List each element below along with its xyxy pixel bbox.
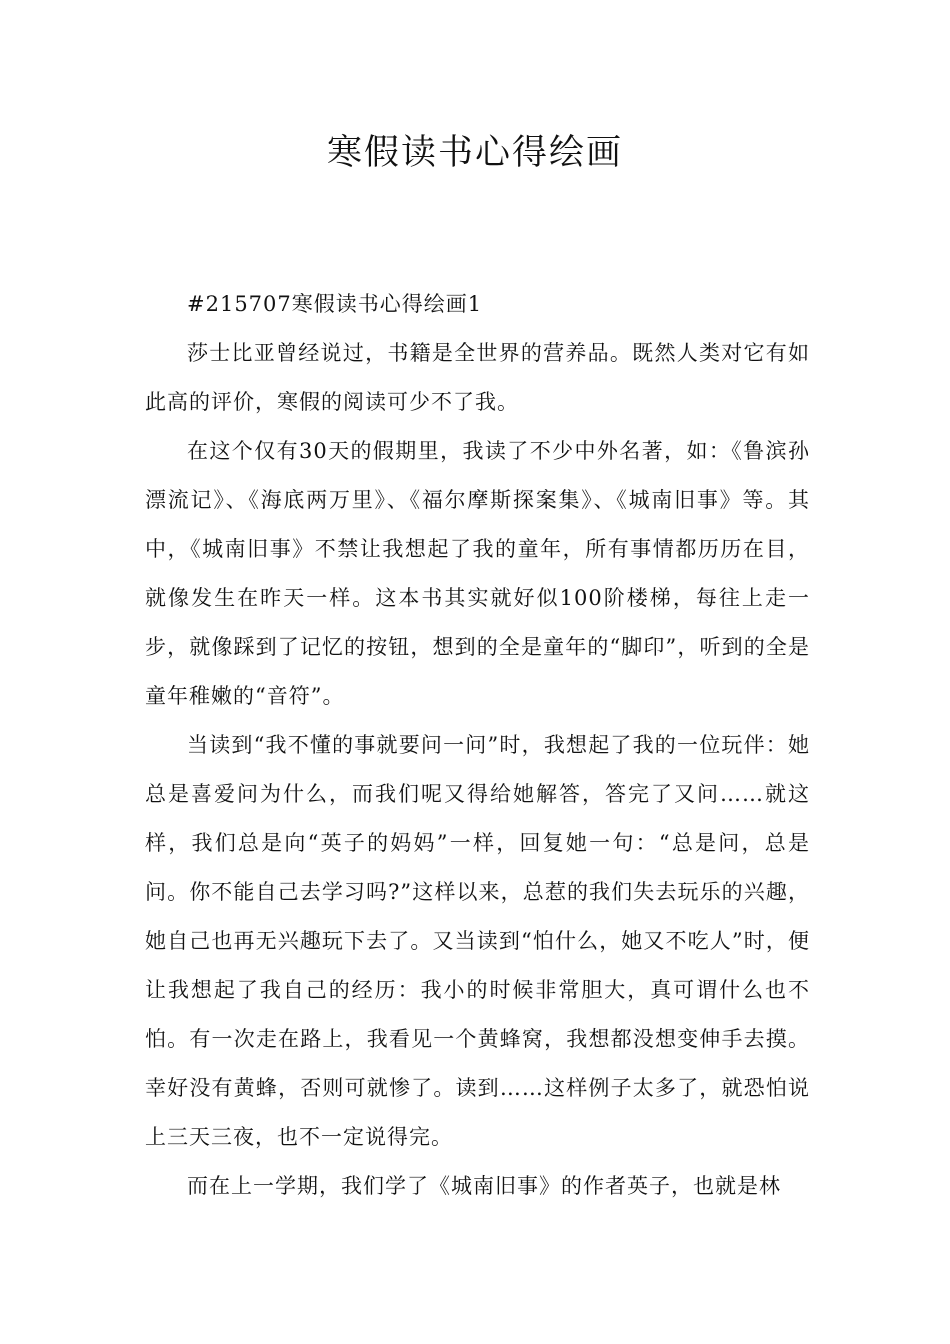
paragraph: 当读到“我不懂的事就要问一问”时，我想起了我的一位玩伴：她总是喜爱问为什么，而我们呢又得给她解答，答完了又问……就这样，我们总是向“英子的妈妈”一样，回复她一句：“总是问，总是问。你不能自己去学习吗?”这样以来，总惹的我们失去玩乐的兴趣，她自己也再无兴趣玩下去了。又当读到“怕什么，她又不吃人”时，便让我想起了我自己的经历：我小的时候非常胆大，真可谓什么也不怕。有一次走在路上，我看见一个黄蜂窝，我想都没想变伸手去摸。幸好没有黄蜂，否则可就惨了。读到……这样例子太多了，就恐怕说上三天三夜，也不一定说得完。: [145, 733, 810, 1149]
paragraph: 而在上一学期，我们学了《城南旧事》的作者英子，也就是林: [187, 1174, 781, 1198]
page-title: 寒假读书心得绘画: [326, 133, 623, 173]
paragraph: 莎士比亚曾经说过，书籍是全世界的营养品。既然人类对它有如此高的评价，寒假的阅读可少不了我。: [145, 341, 810, 414]
paragraph: 在这个仅有30天的假期里，我读了不少中外名著，如：《鲁滨孙漂流记》、《海底两万里》、《福尔摩斯探案集》、《城南旧事》等。其中，《城南旧事》不禁让我想起了我的童年，所有事情都历历在目，就像发生在昨天一样。这本书其实就好似100阶楼梯，每往上走一步，就像踩到了记忆的按钮，想到的全是童年的“脚印”，听到的全是童年稚嫩的“音符”。: [145, 439, 810, 708]
document-body: [145, 280, 810, 1211]
paragraph-heading: #215707寒假读书心得绘画1: [187, 292, 483, 316]
